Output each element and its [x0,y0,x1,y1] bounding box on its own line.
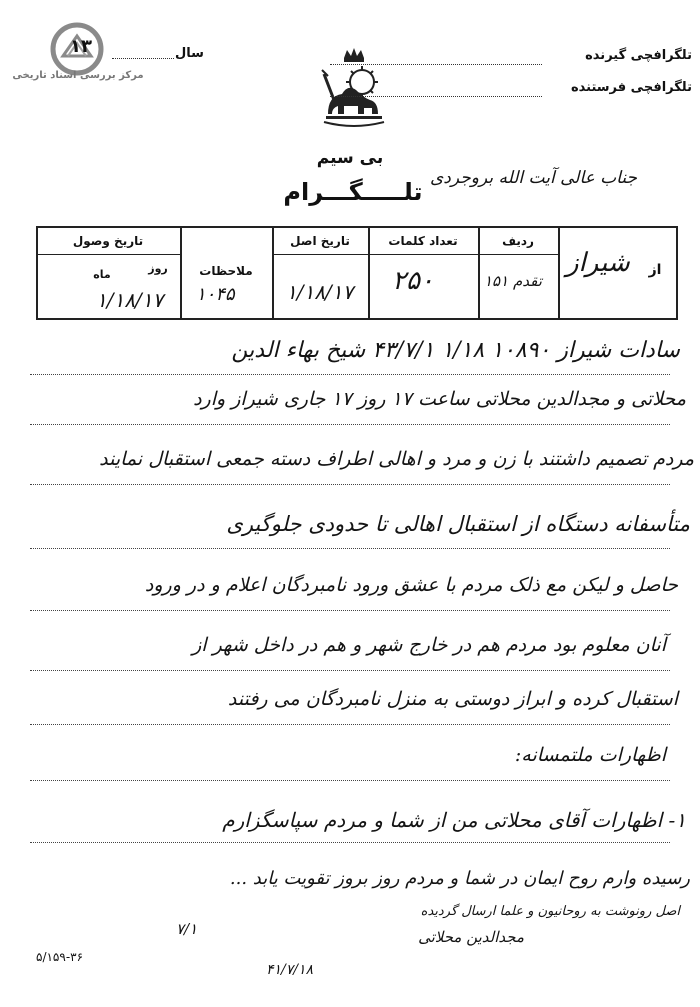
remarks-value: ۱۰۴۵ [196,284,235,305]
column-divider [558,226,560,320]
day-label: روز [148,262,168,275]
arrival-date-value: ۱/۱۸/۱۷ [96,288,164,312]
bottom-date: ۴۱/۷/۱۸ [266,962,314,978]
remarks-header: ملاحظات [199,264,253,278]
body-line: آنان معلوم بود مردم هم در خارج شهر و هم در داخل شهر از [192,634,666,656]
watermark-text: مرکز بررسی اسناد تاریخی [12,70,144,81]
body-dotted-line [30,374,670,375]
from-label: از [648,262,662,278]
origin-date-header: تاریخ اصل [290,234,350,248]
sending-operator-dotted-line [330,96,542,97]
addressee: جناب عالی آیت الله بروجردی [430,168,637,188]
body-dotted-line [30,610,670,611]
body-dotted-line [30,842,670,843]
row-header: ردیف [502,234,534,248]
body-line: اظهارات ملتمسانه: [514,744,666,766]
receiving-operator-label: تلگرافچی گیرنده [585,48,692,63]
body-dotted-line [30,548,670,549]
priority-value: تقدم ۱۵۱ [484,272,542,290]
body-line: رسیده وارم روح ایمان در شما و مردم روز بروز تقویت یابد ... [229,868,690,889]
bottom-mark: ۷/۱ [176,920,198,938]
sending-operator-label: تلگرافچی فرستنده [570,80,692,95]
origin-date-value: ۱/۱۸/۱۷ [286,280,354,304]
form-title: تلـــــگـــرام [283,178,423,206]
header-row-divider [36,254,180,255]
year-label: سال [175,46,204,61]
table-bottom-border [36,318,678,320]
body-line: حاصل و لیکن مع ذلک مردم با عشق ورود نامبردگان اعلام و در ورود [144,574,678,596]
year-value: ۱۳ [70,36,92,57]
archive-code: ۵/۱۵۹-۳۶ [36,950,84,964]
body-line: متأسفانه دستگاه از استقبال اهالی تا حدودی جلوگیری [226,512,690,536]
body-dotted-line [30,424,670,425]
body-dotted-line [30,484,670,485]
signature: مجدالدین محلاتی [418,928,524,946]
word-count-value: ۲۵۰ [392,266,434,296]
body-dotted-line [30,724,670,725]
word-count-header: تعداد کلمات [388,234,458,248]
table-top-border [36,226,678,228]
body-dotted-line [30,670,670,671]
body-line: مردم تصمیم داشتند با زن و مرد و اهالی اطراف دسته جمعی استقبال نمایند [99,448,694,470]
header-row-divider [272,254,558,255]
year-dotted-line [112,58,174,59]
body-line: سادات شیراز ۱۰۸۹۰ ۱/۱۸ ۴۳/۷/۱ شیخ بهاء الدین [231,338,680,363]
from-value: شیراز [566,248,630,278]
lion-and-sun-emblem-icon [318,44,390,130]
form-subtitle: بی سیم [316,148,384,168]
receiving-operator-dotted-line [330,64,542,65]
table-right-border [676,226,678,320]
body-line: استقبال کرده و ابراز دوستی به منزل نامبردگان می رفتند [227,688,678,710]
arrival-date-header: تاریخ وصول [72,234,144,248]
body-line: محلاتی و مجدالدین محلاتی ساعت ۱۷ روز ۱۷ جاری شیراز وارد [193,388,686,410]
watermark [8,22,158,92]
body-line: ۱- اظهارات آقای محلاتی من از شما و مردم سپاسگزارم [222,808,686,832]
footer-note: اصل رونوشت به روحانیون و علما ارسال گردیده [420,904,680,919]
month-label: ماه [93,268,111,281]
body-dotted-line [30,780,670,781]
